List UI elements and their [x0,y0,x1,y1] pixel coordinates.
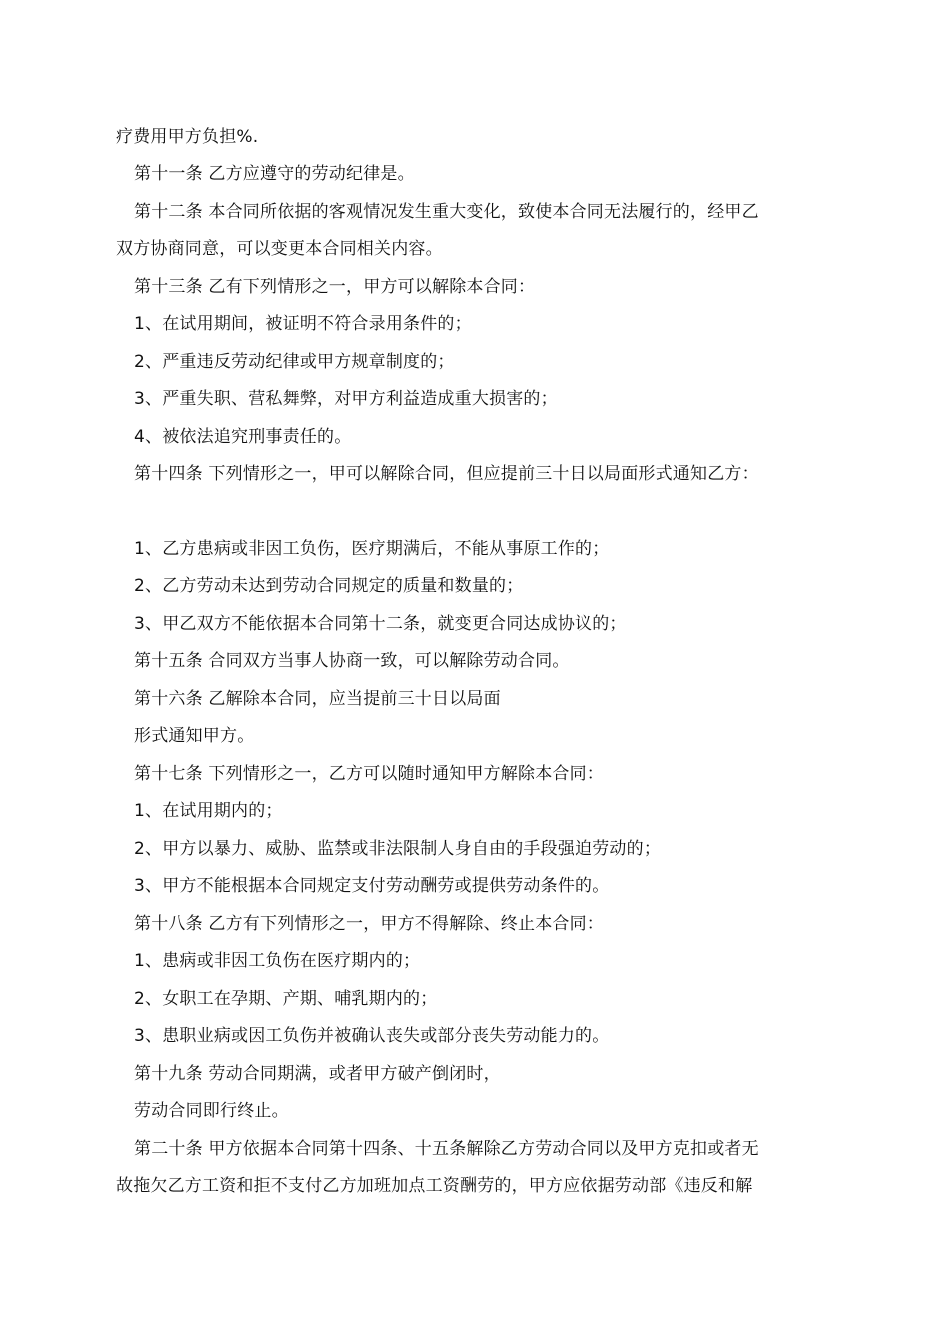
text-line: 形式通知甲方。 [134,726,255,746]
article-20-line: 第二十条 甲方依据本合同第十四条、十五条解除乙方劳动合同以及甲方克扣或者无 [134,1139,759,1159]
article-15-line: 第十五条 合同双方当事人协商一致，可以解除劳动合同。 [134,651,570,671]
article-17-line: 第十七条 下列情形之一，乙方可以随时通知甲方解除本合同： [134,764,605,784]
list-item: 3、甲方不能根据本合同规定支付劳动酬劳或提供劳动条件的。 [134,876,610,896]
text-line: 疗费用甲方负担%. [116,127,259,147]
article-14-line: 第十四条 下列情形之一，甲可以解除合同，但应提前三十日以局面形式通知乙方： [134,464,759,484]
text-line: 双方协商同意，可以变更本合同相关内容。 [116,239,443,259]
list-item: 1、在试用期内的； [134,801,283,821]
text-line: 劳动合同即行终止。 [134,1101,289,1121]
list-item: 3、严重失职、营私舞弊，对甲方利益造成重大损害的； [134,389,558,409]
list-item: 2、严重违反劳动纪律或甲方规章制度的； [134,352,455,372]
list-item: 3、甲乙双方不能依据本合同第十二条，就变更合同达成协议的； [134,614,627,634]
article-19-line: 第十九条 劳动合同期满，或者甲方破产倒闭时， [134,1064,501,1084]
list-item: 2、甲方以暴力、威胁、监禁或非法限制人身自由的手段强迫劳动的； [134,839,662,859]
article-11-line: 第十一条 乙方应遵守的劳动纪律是。 [134,164,415,184]
article-18-line: 第十八条 乙方有下列情形之一，甲方不得解除、终止本合同： [134,914,605,934]
list-item: 1、在试用期间，被证明不符合录用条件的； [134,314,472,334]
list-item: 2、女职工在孕期、产期、哺乳期内的； [134,989,438,1009]
text-line: 故拖欠乙方工资和拒不支付乙方加班加点工资酬劳的，甲方应依据劳动部《违反和解 [116,1176,753,1196]
list-item: 2、乙方劳动未达到劳动合同规定的质量和数量的； [134,576,524,596]
list-item: 1、乙方患病或非因工负伤，医疗期满后，不能从事原工作的； [134,539,610,559]
list-item: 4、被依法追究刑事责任的。 [134,427,352,447]
article-13-line: 第十三条 乙有下列情形之一，甲方可以解除本合同： [134,277,536,297]
article-16-line: 第十六条 乙解除本合同，应当提前三十日以局面 [134,689,501,709]
article-12-line: 第十二条 本合同所依据的客观情况发生重大变化，致使本合同无法履行的，经甲乙 [134,202,759,222]
list-item: 3、患职业病或因工负伤并被确认丧失或部分丧失劳动能力的。 [134,1026,610,1046]
list-item: 1、患病或非因工负伤在医疗期内的； [134,951,421,971]
